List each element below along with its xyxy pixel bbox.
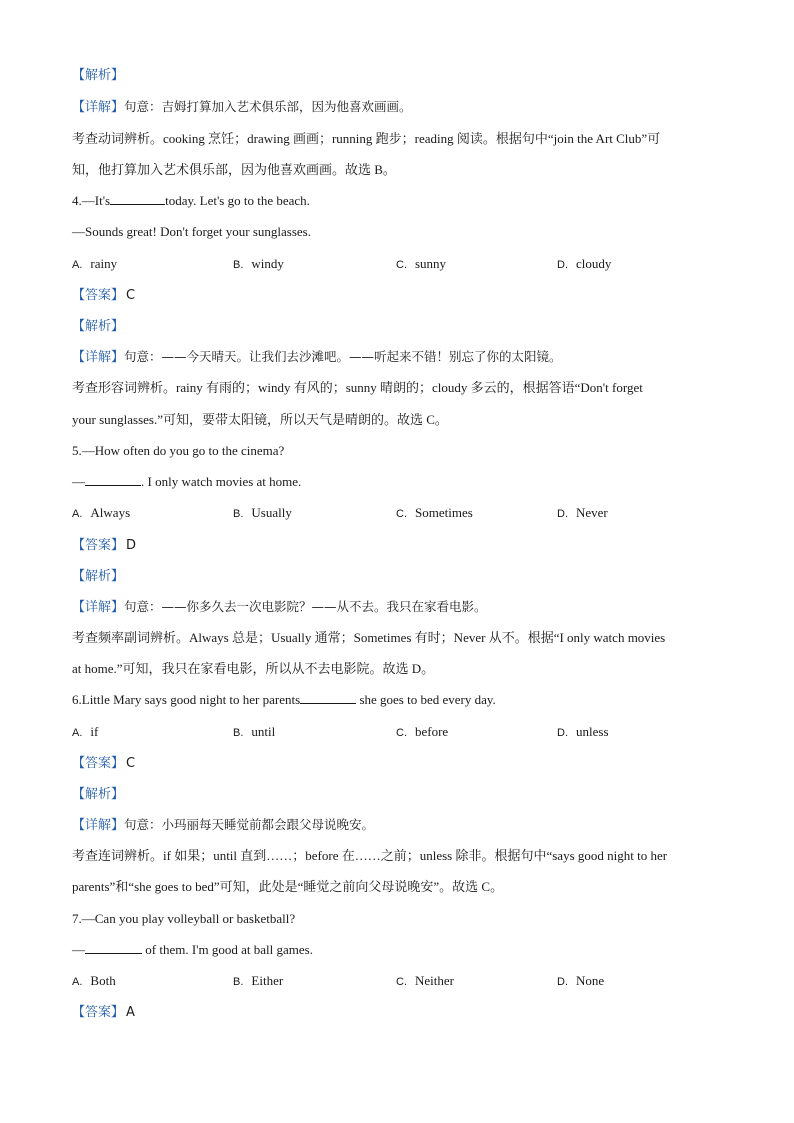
option-a: A. Both [72, 973, 116, 988]
analysis-heading: 【解析】 [72, 569, 125, 584]
answer-line: 【答案】 C [72, 756, 136, 771]
detail-line: 【详解】句意：小玛丽每天睡觉前都会跟父母说晚安。 [72, 817, 375, 833]
answer-value: A [126, 1005, 135, 1020]
question-7-line2: — of them. I'm good at ball games. [72, 942, 313, 957]
question-5-stem: 5.—How often do you go to the cinema? [72, 443, 285, 458]
analysis-text-line: at home.”可知，我只在家看电影，所以从不去电影院。故选 D。 [72, 661, 435, 676]
option-d: D. None [557, 973, 605, 988]
analysis-text-line: 考查动词辨析。cooking 烹饪；drawing 画画；running 跑步；reading 阅读。根据句中“join the Art Club”可 [72, 131, 661, 146]
detail-line: 【详解】句意：——今天晴天。让我们去沙滩吧。——听起来不错！别忘了你的太阳镜。 [72, 349, 562, 365]
question-7-stem: 7.—Can you play volleyball or basketball? [72, 911, 296, 926]
analysis-text-line: 考查连词辨析。if 如果；until 直到……；before 在……之前；unless 除非。根据句中“says good night to her [72, 848, 668, 863]
option-b: B. Either [233, 973, 284, 988]
option-c: C. sunny [396, 256, 447, 271]
answer-value: C [126, 756, 136, 771]
answer-blank [85, 941, 142, 954]
analysis-tag: 【解析】 [72, 68, 125, 83]
question-6-stem: 6.Little Mary says good night to her parents she goes to bed every day. [72, 692, 496, 707]
detail-line: 【详解】句意：——你多久去一次电影院？——从不去。我只在家看电影。 [72, 599, 487, 615]
answer-blank [110, 192, 165, 205]
answer-line: 【答案】 C [72, 288, 136, 303]
answer-blank [300, 691, 356, 704]
analysis-heading [72, 66, 124, 85]
option-a: A. rainy [72, 256, 118, 271]
option-d: D. Never [557, 505, 608, 520]
analysis-text-line: 知，他打算加入艺术俱乐部，因为他喜欢画画。故选 B。 [72, 162, 396, 177]
detail-line [72, 98, 412, 117]
question-4-stem: 4.—It's today. Let's go to the beach. [72, 193, 310, 208]
analysis-text-line: 考查形容词辨析。rainy 有雨的；windy 有风的；sunny 晴朗的；cloudy 多云的，根据答语“Don't forget [72, 380, 643, 395]
answer-blank [85, 473, 141, 486]
answer-line: 【答案】 A [72, 1005, 135, 1020]
analysis-heading: 【解析】 [72, 787, 125, 802]
option-a: A. Always [72, 505, 131, 520]
option-b: B. Usually [233, 505, 292, 520]
option-c: C. Neither [396, 973, 454, 988]
option-c: C. Sometimes [396, 505, 473, 520]
answer-value: C [126, 288, 136, 303]
analysis-text-line: parents”和“she goes to bed”可知，此处是“睡觉之前向父母说晚安”。故选 C。 [72, 879, 504, 894]
option-b: B. until [233, 724, 276, 739]
analysis-text-line: your sunglasses.”可知，要带太阳镜，所以天气是晴朗的。故选 C。 [72, 412, 448, 427]
question-5-line2: — . I only watch movies at home. [72, 474, 302, 489]
option-a: A. if [72, 724, 99, 739]
detail-tag: 【详解】 [72, 100, 125, 115]
detail-text: 句意：吉姆打算加入艺术俱乐部，因为他喜欢画画。 [124, 99, 412, 114]
analysis-text-line: 考查频率副词辨析。Always 总是；Usually 通常；Sometimes 有时；Never 从不。根据“I only watch movies [72, 630, 666, 645]
option-c: C. before [396, 724, 449, 739]
analysis-heading: 【解析】 [72, 319, 125, 334]
option-b: B. windy [233, 256, 284, 271]
answer-line: 【答案】 D [72, 538, 137, 553]
option-d: D. unless [557, 724, 609, 739]
answer-value: D [126, 538, 137, 553]
question-4-line2: —Sounds great! Don't forget your sunglasses. [72, 224, 311, 239]
option-d: D. cloudy [557, 256, 612, 271]
